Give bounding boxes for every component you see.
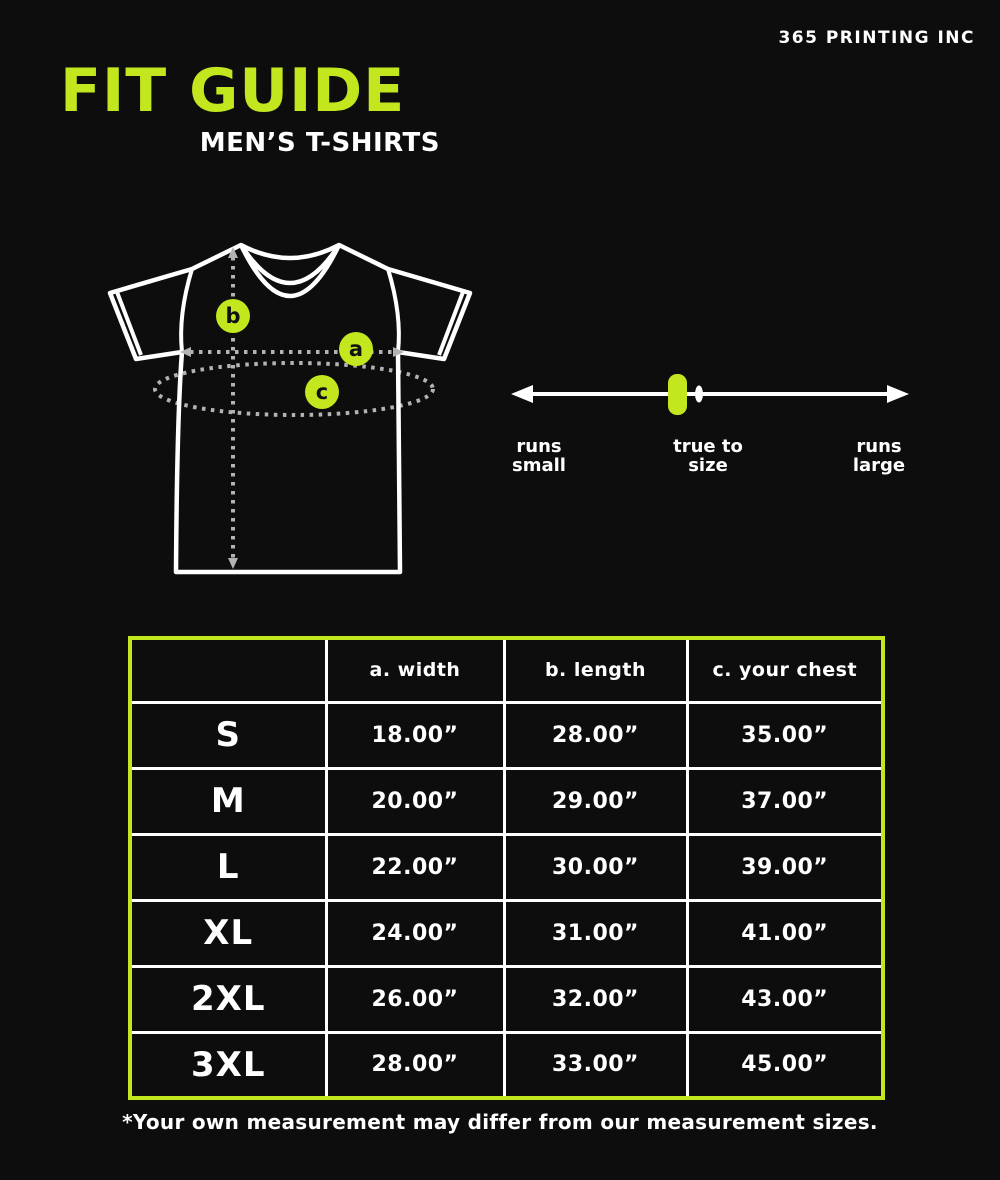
header-width: a. width [326, 638, 504, 702]
width-value: 18.00” [326, 702, 504, 768]
width-value: 28.00” [326, 1032, 504, 1098]
size-table-header-row [130, 638, 883, 702]
size-table [128, 636, 885, 1100]
fit-scale [505, 355, 915, 435]
fit-scale-arrow-left [511, 385, 533, 403]
table-row-s [130, 702, 883, 768]
width-value: 22.00” [326, 834, 504, 900]
chest-value: 45.00” [687, 1032, 883, 1098]
length-value: 32.00” [504, 966, 687, 1032]
table-row-xl [130, 900, 883, 966]
header-length: b. length [504, 638, 687, 702]
length-arrow-head-bottom [228, 558, 238, 569]
footnote: *Your own measurement may differ from our measurement sizes. [122, 1110, 878, 1134]
size-label: XL [130, 900, 326, 966]
marker-c-label: c [315, 379, 329, 404]
size-table-container [128, 636, 881, 1100]
length-value: 30.00” [504, 834, 687, 900]
runs-small-line1: runs [516, 436, 562, 457]
width-value: 20.00” [326, 768, 504, 834]
size-label: S [130, 702, 326, 768]
true-to-size-line1: true to [673, 436, 743, 457]
tshirt-diagram [100, 235, 480, 585]
width-value: 26.00” [326, 966, 504, 1032]
runs-small-line2: small [512, 455, 566, 477]
header-chest: c. your chest [687, 638, 883, 702]
width-value: 24.00” [326, 900, 504, 966]
fit-scale-marker-pill [668, 374, 687, 415]
armhole-seam-right [388, 269, 399, 352]
runs-large-line1: runs [856, 436, 902, 457]
page-subtitle: MEN’S T-SHIRTS [199, 128, 440, 158]
chest-value: 41.00” [687, 900, 883, 966]
marker-b-label: b [225, 303, 241, 328]
marker-a-label: a [348, 336, 364, 361]
table-row-m [130, 768, 883, 834]
length-value: 29.00” [504, 768, 687, 834]
title-block [60, 58, 440, 158]
size-label: L [130, 834, 326, 900]
true-to-size-line2: size [688, 455, 728, 477]
table-row-3xl [130, 1032, 883, 1098]
length-value: 28.00” [504, 702, 687, 768]
chest-value: 35.00” [687, 702, 883, 768]
chest-ellipse [155, 363, 433, 415]
fit-scale-label-runs-small [489, 437, 589, 476]
runs-large-line2: large [852, 455, 906, 477]
fit-scale-label-true-to-size [658, 437, 758, 476]
armhole-seam-left [181, 269, 192, 352]
chest-value: 37.00” [687, 768, 883, 834]
chest-value: 39.00” [687, 834, 883, 900]
size-label: M [130, 768, 326, 834]
table-row-l [130, 834, 883, 900]
fit-scale-arrow-right [887, 385, 909, 403]
page-title: FIT GUIDE [60, 56, 406, 126]
header-size [130, 638, 326, 702]
marker-c-chest [305, 375, 339, 409]
table-row-2xl [130, 966, 883, 1032]
marker-a-width [339, 332, 373, 366]
length-value: 31.00” [504, 900, 687, 966]
size-label: 2XL [130, 966, 326, 1032]
fit-scale-dot [695, 386, 703, 403]
length-value: 33.00” [504, 1032, 687, 1098]
size-label: 3XL [130, 1032, 326, 1098]
brand-text: 365 PRINTING INC [778, 28, 975, 48]
marker-b-length [216, 299, 250, 333]
chest-value: 43.00” [687, 966, 883, 1032]
fit-scale-label-runs-large [829, 437, 929, 476]
